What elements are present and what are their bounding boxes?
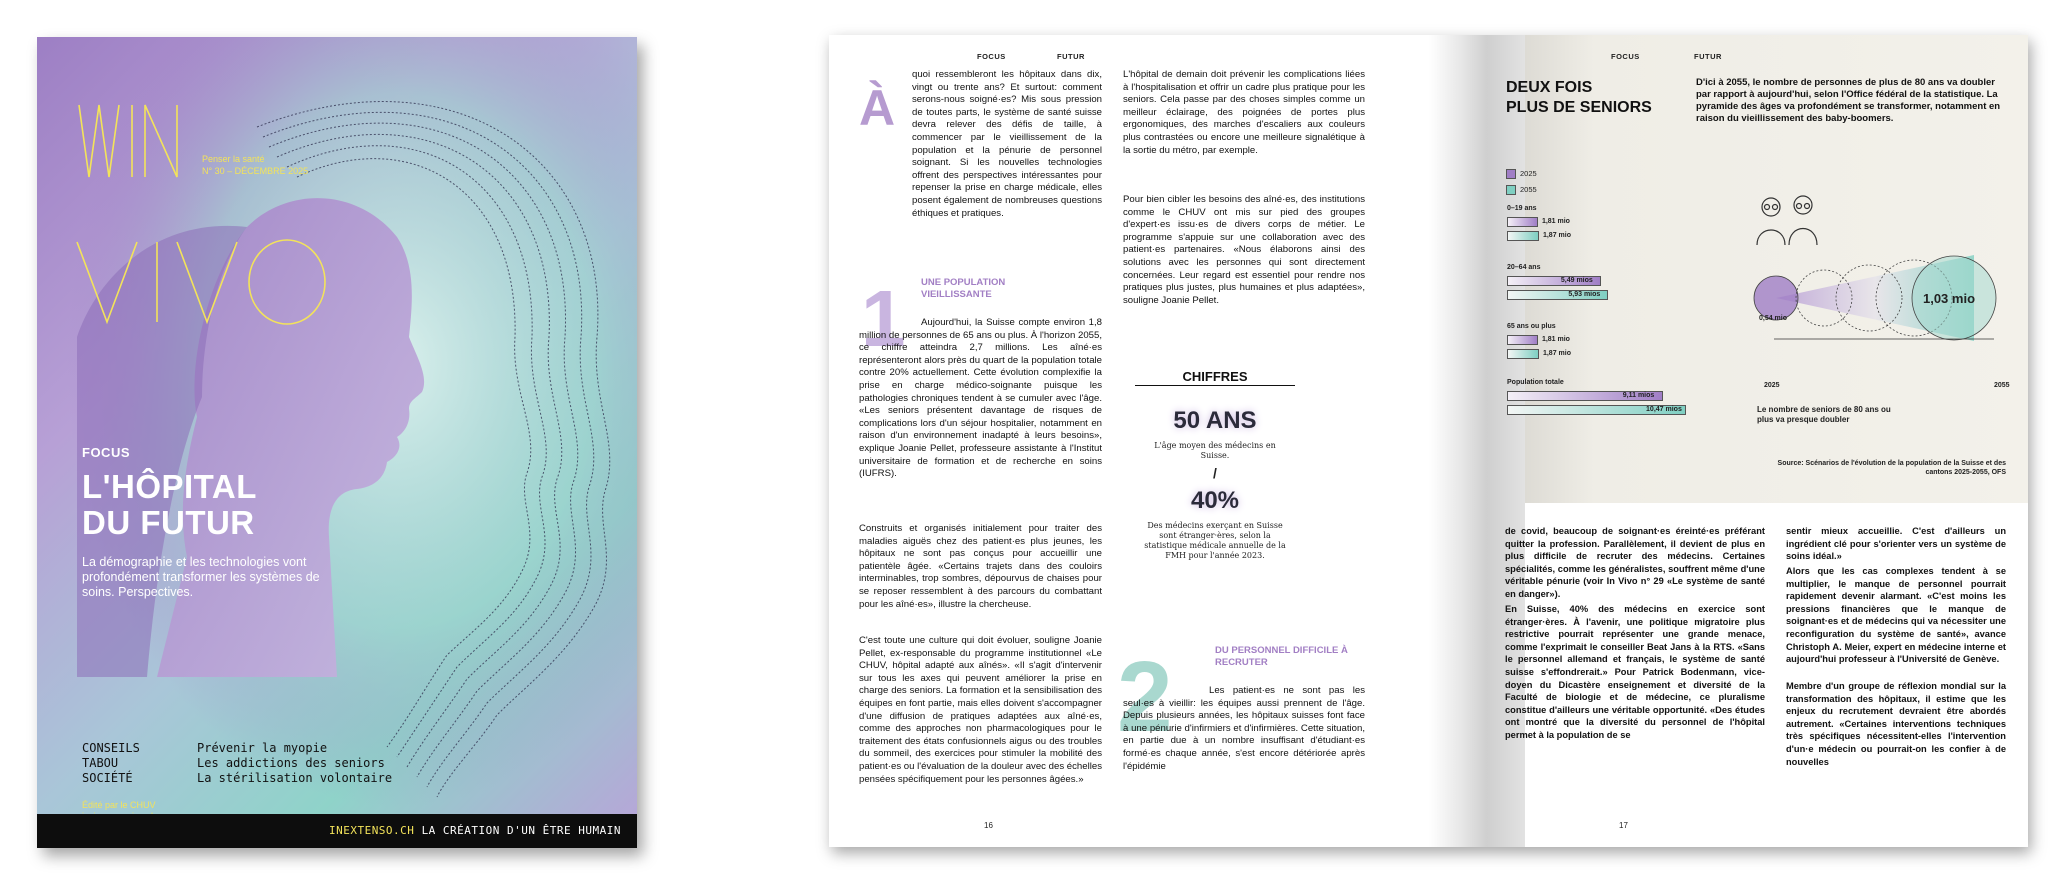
cover-footer-caption: LA CRÉATION D'UN ÊTRE HUMAIN (421, 824, 621, 837)
year-end: 2055 (1994, 382, 2010, 389)
cover-topic: Les addictions des seniors (197, 756, 385, 770)
col1-paragraph-4: C'est toute une culture qui doit évoluer, souligne Joanie Pellet, ex-responsable du programme institutionnel «Le CHUV, hôpital adapté aux aînés». «Il s'agit d'intervenir sur tous les axes qui peuvent améliorer la prise en charge des seniors. La formation et la sensibilisation des équipes en font partie, mais elles doivent s'accompagner d'une diffusion de pratiques adaptées aux aîné·es, comme des approches non pharmacologiques pour le traitement des états confusionnels aigus ou des troubles du sommeil, des exercices pour stimuler la mobilité des patient·es ou l'évaluation de la douleur avec des échelles pensées spécifiquement pour les personnes âgées.» (859, 635, 1102, 785)
infographic-title (1506, 78, 1652, 118)
cover-topic: La stérilisation volontaire (197, 771, 393, 785)
bar-2025 (1507, 217, 1538, 227)
magazine-cover (37, 37, 637, 848)
header-right-futur: FUTUR (1694, 52, 1722, 61)
stat-2-caption: Des médecins exerçant en Suisse sont étranger·ères, selon la statistique médicale annuelle de la FMH pour l'année 2023. (1144, 521, 1286, 560)
bar-value-label: 1,81 mio (1541, 336, 1570, 343)
legend-2055 (1506, 185, 1537, 195)
bar-value-label: 5,93 mios (1568, 291, 1601, 298)
chiffres-rule (1135, 385, 1295, 386)
cover-section-list (82, 741, 140, 786)
seniors-growth-bubbles (1744, 235, 2014, 345)
col2-paragraph-2: Pour bien cibler les besoins des aîné·es, des institutions comme le CHUV ont mis sur pied des groupes d'expert·es issu·es de divers corps de métier. Le programme s'appuie sur une collaboration avec des patient·es partenaires. «Nous élaborons ainsi des solutions avec les personnes qui sont directement concernées. Leur regard est essentiel pour rendre nos pratiques plus justes, plus humaines et plus adaptées», souligne Joanie Pellet. (1123, 194, 1365, 306)
col1-intro: quoi ressembleront les hôpitaux dans dix, vingt ou trente ans? Et surtout: comment serons-nous soigné·es? Mis sous pression de toutes parts, le système de santé suisse devra relever des défis de taille, à commencer par le vieillissement de la population et la pénurie de personnel soignant. Si les nouvelles technologies offrent des perspectives intéressantes pour repenser la prise en charge médicale, elles posent également de nombreuses questions éthiques et pratiques. (912, 69, 1102, 219)
col2-paragraph-1: L'hôpital de demain doit prévenir les complications liées à l'hospitalisation et offrir un cadre plus pratique pour les seniors. Cela passe par des choses simples comme un meilleur éclairage, des poignées de portes plus ergonomiques, des marches d'escaliers aux couleurs plus contrastées ou encore une meilleure signalétique à la sortie du métro, par exemple. (1123, 69, 1365, 156)
stat-1-caption: L'âge moyen des médecins en Suisse. (1154, 441, 1276, 460)
bar-group-label: 20–64 ans (1507, 264, 1541, 271)
bar-value-label: 1,81 mio (1541, 218, 1570, 225)
legend-swatch-2025 (1506, 169, 1516, 179)
bar-2055 (1507, 349, 1539, 359)
section-1-number: 1 (861, 274, 906, 363)
cover-topic: Prévenir la myopie (197, 741, 328, 755)
col3-paragraph-1: de covid, beaucoup de soignant·es éreinté·es préférant quitter la profession. Parallèlement, il devient de plus en plus difficile de recruter des médecins. Certaines spécialités, comme les généralistes, souffrent même d'une véritable pénurie (voir In Vivo n° 29 «Le système de santé en danger»). (1505, 526, 1765, 599)
bubble-large-label: 1,03 mio (1922, 291, 1976, 306)
cover-topic-list (197, 741, 392, 786)
bubble (1754, 276, 1798, 320)
chiffres-title: CHIFFRES (1182, 369, 1248, 384)
bar-value-label: 9,11 mios (1622, 392, 1655, 399)
bar-group-label: Population totale (1507, 379, 1564, 386)
col4-paragraph-2: Alors que les cas complexes tendent à se multiplier, le manque de personnel pourrait rapidement devenir alarmant. «C'est moins les pressions financières que le manque de soignant·es et de médecins qui va nécessiter une reconfiguration du système de santé», avance Christoph A. Meier, expert en médecine interne et aujourd'hui professeur à l'Université de Genève. (1786, 566, 2006, 665)
infographic-title-line2: PLUS DE SENIORS (1506, 99, 1652, 116)
bar-value-label: 1,87 mio (1542, 350, 1571, 357)
col4-paragraph-3: Membre d'un groupe de réflexion mondial sur la transformation des hôpitaux, il estime que les enjeux du recrutement devraient être abordés autrement. «Certaines interventions techniques très spécifiques nécessitent-elles l'intervention d'un·e médecin ou pourrait-on les confier à de nouvelles (1786, 681, 2006, 767)
magazine-spread (829, 35, 2028, 847)
stat-separator: / (1213, 465, 1217, 481)
legend-label-2055: 2055 (1520, 185, 1537, 194)
cover-section: SOCIÉTÉ (82, 771, 133, 785)
section-1-title: UNE POPULATION VIEILLISSANTE (921, 277, 1006, 300)
infographic-title-line1: DEUX FOIS (1506, 79, 1593, 96)
bar-2055 (1507, 231, 1539, 241)
cover-tagline: Penser la santé (202, 154, 265, 164)
cover-title-line2: DU FUTUR (82, 504, 255, 541)
stat-2-value: 40% (1190, 487, 1240, 514)
bar-value-label: 10,47 mios (1646, 406, 1682, 413)
cover-title (82, 469, 382, 541)
cover-footer-site: INEXTENSO.CH (328, 824, 415, 837)
cover-focus-label: FOCUS (82, 445, 130, 460)
header-left-focus: FOCUS (977, 52, 1006, 61)
col1-paragraph-3: Construits et organisés initialement pour traiter des maladies aiguës chez des patient·es plus jeunes, les hôpitaux ne sont pas conçus pour accueillir une patientèle âgée. «Certains trajets dans des couloirs interminables, trop sombres, dépourvus de chaises pour se reposer ressemblent à des parcours du combattant pour les aîné·es», illustre la chercheuse. (859, 523, 1102, 610)
bar-value-label: 1,87 mio (1542, 232, 1571, 239)
infographic-source: Source: Scénarios de l'évolution de la population de la Suisse et des cantons 2025-2055, OFS (1777, 460, 2006, 476)
cover-title-line1: L'HÔPITAL (82, 468, 257, 505)
cover-editor-line: Édité par le CHUV (82, 800, 156, 810)
header-right-focus: FOCUS (1611, 52, 1640, 61)
stat-1-value: 50 ANS (1173, 407, 1257, 434)
header-left-futur: FUTUR (1057, 52, 1085, 61)
col2-paragraph-3: Les patient·es ne sont pas les seul·es à vieillir: les équipes aussi prennent de l'âge. Depuis plusieurs années, les hôpitaux suisses font face à une pénurie d'infirmiers et d'infirmières. Cette situation, en partie due à un nombre insuffisant d'étudiant·es formé·es chaque année, s'est encore détériorée après l'épidémie (1123, 685, 1365, 772)
bubble-caption: Le nombre de seniors de 80 ans ou plus va presque doubler (1757, 405, 1891, 424)
bar-value-label: 5,49 mios (1560, 277, 1593, 284)
legend-2025 (1506, 169, 1537, 179)
col4-paragraph-1: sentir mieux accueillie. C'est d'ailleurs un ingrédient clé pour s'orienter vers un système de soins idéal.» (1786, 526, 2006, 562)
drop-cap: À (859, 80, 896, 136)
infographic-intro: D'ici à 2055, le nombre de personnes de plus de 80 ans va doubler par rapport à aujourd'hui, selon l'Office fédéral de la statistique. La pyramide des âges va profondément se transformer, notamment en raison du vieillissement des baby-boomers. (1696, 77, 2001, 124)
section-2-title: DU PERSONNEL DIFFICILE À RECRUTER (1215, 645, 1348, 668)
cover-footer-bar (37, 814, 637, 848)
cover-description: La démographie et les technologies vont profondément transformer les systèmes de soins. Perspectives. (82, 555, 320, 599)
cover-section: TABOU (82, 756, 119, 770)
cover-footer-text (329, 824, 621, 837)
cover-issue: N° 30 – DÉCEMBRE 2025 (202, 166, 309, 176)
bar-group-label: 0–19 ans (1507, 205, 1537, 212)
bar-group-label: 65 ans ou plus (1507, 323, 1556, 330)
bar-2025 (1507, 335, 1538, 345)
bubble-small-label: 0,54 mio (1758, 315, 1787, 322)
col1-paragraph-2: Aujourd'hui, la Suisse compte environ 1,8 million de personnes de 65 ans ou plus. À l'horizon 2055, ce chiffre atteindra 2,7 millions. Les aîné·es représenteront alors près du quart de la population totale contre 20% actuellement. Cette évolution complexifie la prise en charge médico-soignante puisque les pathologies chroniques tendent à se cumuler avec l'âge. «Les seniors présentent davantage de risques de complications lors d'un séjour hospitalier, notamment en raison d'un environnement inadapté à leurs besoins», explique Joanie Pellet, professeure assistante à l'Institut universitaire de formation et de recherche en soins (IUFRS). (859, 317, 1102, 480)
cover-face-illustration (37, 37, 637, 848)
year-start: 2025 (1764, 382, 1780, 389)
cover-section: CONSEILS (82, 741, 140, 755)
col3-paragraph-2: En Suisse, 40% des médecins en exercice sont étranger·ères. À l'avenir, une politique migratoire plus restrictive pourrait représenter une grande menace, comme l'exprimait le conseiller Beat Jans à la RTS. «Sans le personnel allemand et français, le système de santé suisse s'effondrerait.» Pour Patrick Bodenmann, vice-doyen du Dicastère enseignement et diversité de la Faculté de biologie et de médecine, ce pluralisme constitue d'ailleurs une véritable opportunité. «Des études ont montré que la diversité du personnel de l'hôpital permet à la population de se (1505, 604, 1765, 740)
legend-swatch-2055 (1506, 185, 1516, 195)
page-number-left: 16 (984, 821, 993, 830)
page-number-right: 17 (1619, 821, 1628, 830)
section-2-number: 2 (1117, 641, 1173, 753)
legend-label-2025: 2025 (1520, 169, 1537, 178)
